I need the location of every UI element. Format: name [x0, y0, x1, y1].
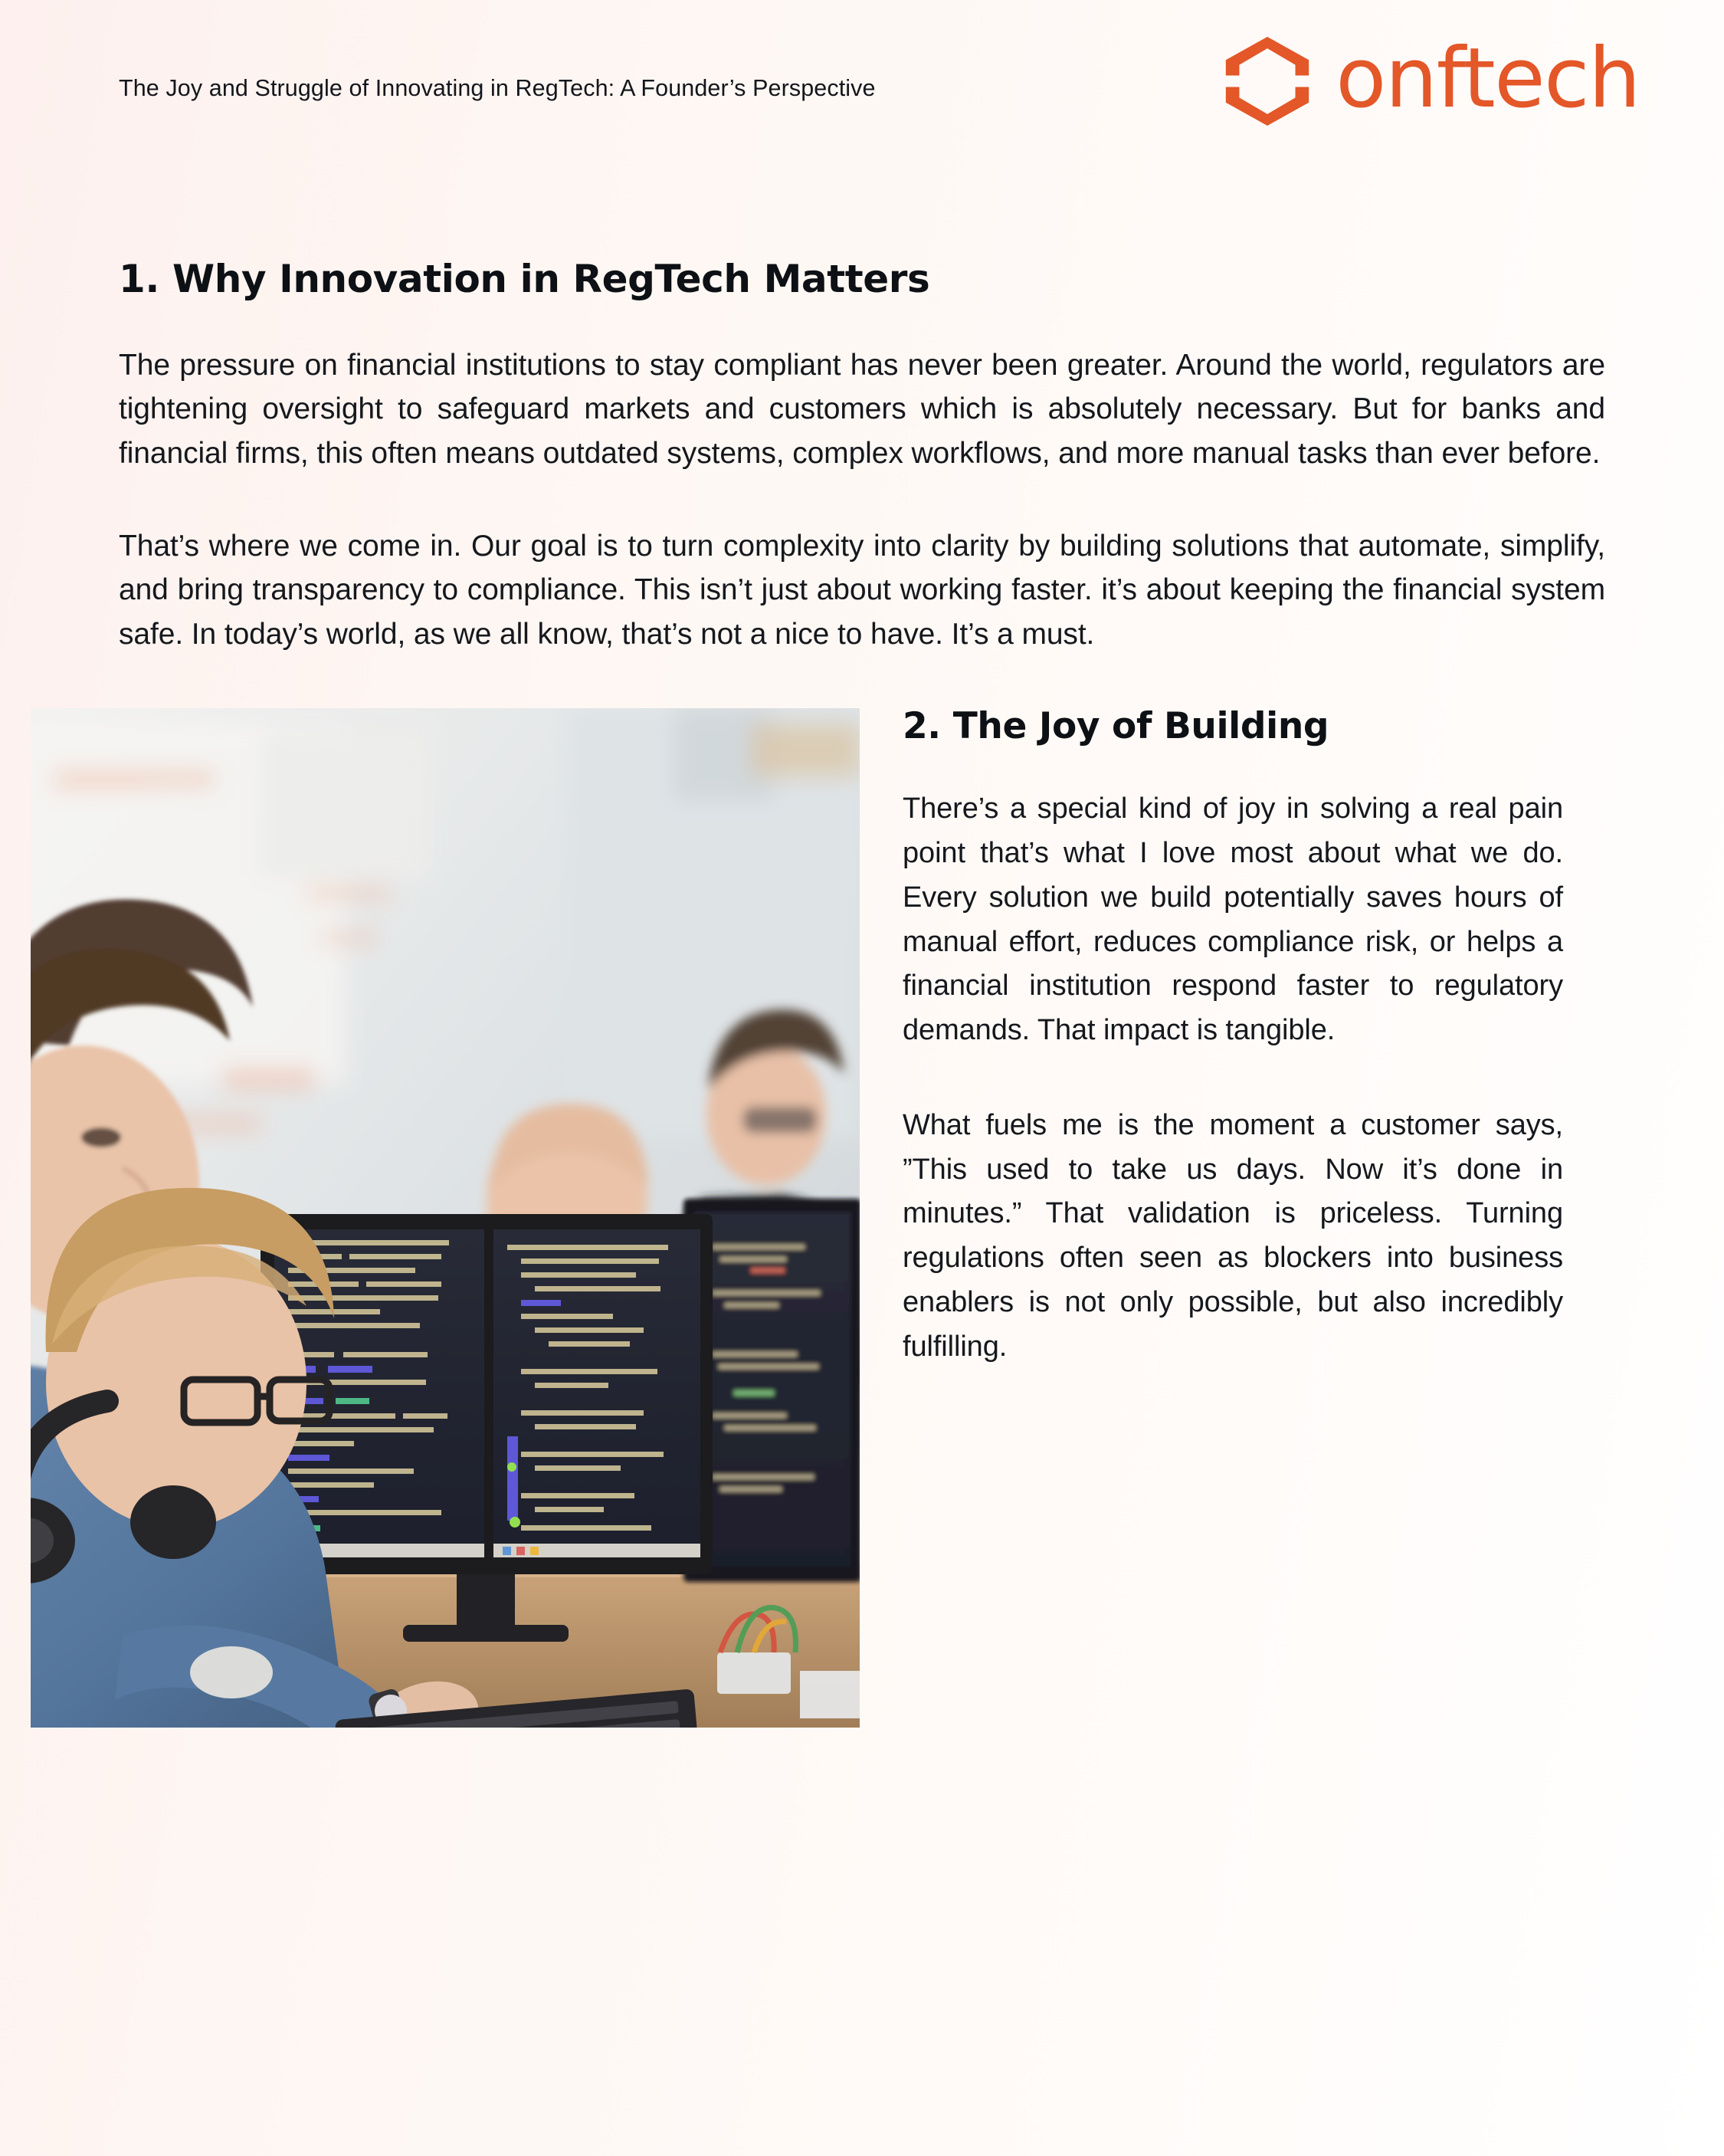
section-1-paragraph-1: The pressure on financial institutions to stay compliant has never been greater. Around the world, regulators are tightening oversight to safeguard markets and customers which is absolutely necessary. But for banks and financial firms, this often means outdated systems, complex workflows, and more manual tasks than ever before. — [119, 349, 1605, 470]
section-2-paragraph-2: What fuels me is the moment a customer says, ”This used to take us days. Now it’s done in minutes.” That validation is priceless. Turning regulations often seen as blockers into business enablers is not only possible, but also incredibly fulfilling. — [903, 1108, 1563, 1363]
office-team-photo — [31, 708, 860, 1728]
brand-logo — [1219, 33, 1640, 130]
brand-wordmark: onftech — [1336, 31, 1640, 126]
section-2-column — [903, 696, 1563, 1369]
section-2-heading: 2. The Joy of Building — [903, 704, 1329, 747]
section-1-paragraph-2: That’s where we come in. Our goal is to turn complexity into clarity by building solutions that automate, simplify, and bring transparency to compliance. This isn’t just about working faster. it’s about keeping the financial system safe. In today’s world, as we all know, that’s not a nice to have. It’s a must. — [119, 529, 1605, 651]
section-2-paragraph-1: There’s a special kind of joy in solving a real pain point that’s what I love most about what we do. Every solution we build potentially saves hours of manual effort, reduces compliance risk, or helps a financial institution respond faster to regulatory demands. That impact is tangible. — [903, 793, 1563, 1047]
hexagon-outline-icon — [1219, 33, 1316, 130]
section-why-innovation-matters — [0, 257, 1724, 656]
running-head-title: The Joy and Struggle of Innovating in RegTech: A Founder’s Perspective — [119, 74, 876, 101]
document-body — [0, 176, 1724, 1754]
page-header — [0, 0, 1724, 176]
section-joy-of-building — [0, 696, 1724, 1754]
section-1-heading: 1. Why Innovation in RegTech Matters — [119, 257, 930, 301]
office-team-photo-illustration — [31, 708, 860, 1728]
